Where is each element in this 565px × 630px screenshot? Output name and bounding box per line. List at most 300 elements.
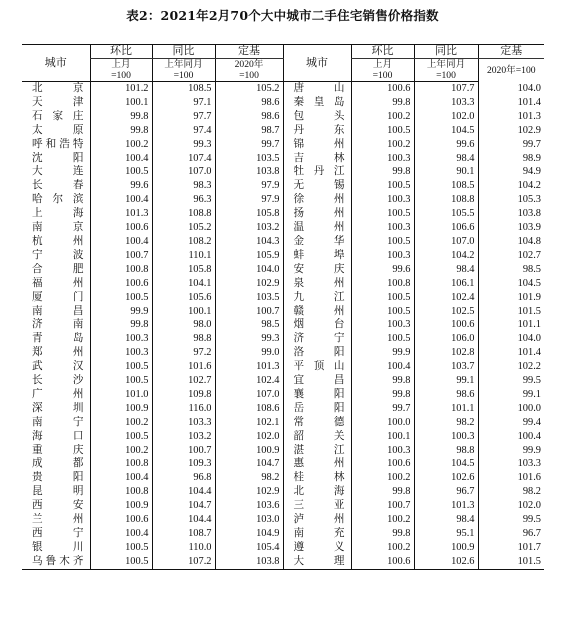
left-hb-cell: 100.5 bbox=[90, 374, 152, 388]
right-city-cell: 包头 bbox=[283, 110, 351, 124]
table-row bbox=[22, 291, 544, 305]
left-dj-cell: 98.5 bbox=[215, 318, 283, 332]
right-city-cell: 宜昌 bbox=[283, 374, 351, 388]
tb-sub-left: 上年同月 bbox=[152, 59, 215, 71]
right-city-cell: 泉州 bbox=[283, 277, 351, 291]
right-tb-cell: 98.4 bbox=[414, 152, 478, 166]
right-dj-cell: 99.5 bbox=[478, 374, 544, 388]
left-dj-cell: 98.6 bbox=[215, 96, 283, 110]
table-row bbox=[22, 305, 544, 319]
left-tb-cell: 104.4 bbox=[152, 513, 215, 527]
right-city-cell: 蚌埠 bbox=[283, 249, 351, 263]
right-hb-cell: 99.6 bbox=[351, 263, 414, 277]
left-city-cell: 青岛 bbox=[32, 332, 84, 345]
left-dj-cell: 105.4 bbox=[215, 541, 283, 555]
right-hb-cell: 100.0 bbox=[351, 416, 414, 430]
table-row bbox=[22, 165, 544, 179]
right-hb-cell: 100.3 bbox=[351, 249, 414, 263]
left-city-cell: 郑州 bbox=[32, 346, 84, 359]
right-city-cell: 温州 bbox=[283, 221, 351, 235]
left-tb-cell: 100.1 bbox=[152, 305, 215, 319]
table-row bbox=[22, 179, 544, 193]
right-city-cell: 安庆 bbox=[283, 263, 351, 277]
right-dj-cell: 104.8 bbox=[478, 235, 544, 249]
right-hb-cell: 99.8 bbox=[351, 96, 414, 110]
left-city-cell: 南京 bbox=[32, 221, 84, 234]
right-dj-cell: 101.7 bbox=[478, 541, 544, 555]
right-hb-cell: 100.3 bbox=[351, 221, 414, 235]
left-hb-cell: 99.8 bbox=[90, 318, 152, 332]
left-tb-cell: 99.3 bbox=[152, 138, 215, 152]
left-dj-cell: 101.3 bbox=[215, 360, 283, 374]
left-dj-cell: 102.4 bbox=[215, 374, 283, 388]
left-dj-cell: 102.0 bbox=[215, 430, 283, 444]
table-row bbox=[22, 360, 544, 374]
left-dj-cell: 103.2 bbox=[215, 221, 283, 235]
left-city-cell: 长沙 bbox=[32, 374, 84, 387]
right-hb-cell: 100.5 bbox=[351, 332, 414, 346]
right-dj-cell: 101.9 bbox=[478, 291, 544, 305]
right-tb-cell: 102.6 bbox=[414, 555, 478, 569]
table-row bbox=[22, 513, 544, 527]
right-tb-cell: 90.1 bbox=[414, 165, 478, 179]
right-dj-cell: 105.3 bbox=[478, 193, 544, 207]
left-city-cell: 重庆 bbox=[32, 443, 84, 456]
left-tb-cell: 116.0 bbox=[152, 402, 215, 416]
right-city-cell: 襄阳 bbox=[283, 388, 351, 402]
right-tb-cell: 100.6 bbox=[414, 318, 478, 332]
right-dj-cell: 94.9 bbox=[478, 165, 544, 179]
dj-sub-right: 2020年=100 bbox=[478, 59, 544, 82]
table-row bbox=[22, 485, 544, 499]
right-dj-cell: 96.7 bbox=[478, 527, 544, 541]
right-city-cell: 九江 bbox=[283, 291, 351, 305]
right-tb-cell: 108.8 bbox=[414, 193, 478, 207]
left-city-cell: 石家庄 bbox=[32, 109, 84, 122]
right-hb-cell: 100.5 bbox=[351, 124, 414, 138]
left-hb-cell: 100.5 bbox=[90, 291, 152, 305]
right-city-cell: 济宁 bbox=[283, 332, 351, 346]
left-city-cell: 呼和浩特 bbox=[32, 137, 84, 150]
table-row bbox=[22, 402, 544, 416]
left-hb-cell: 100.8 bbox=[90, 485, 152, 499]
left-hb-cell: 99.8 bbox=[90, 124, 152, 138]
right-hb-cell: 100.6 bbox=[351, 457, 414, 471]
right-tb-cell: 106.1 bbox=[414, 277, 478, 291]
right-tb-cell: 98.6 bbox=[414, 388, 478, 402]
left-tb-cell: 104.1 bbox=[152, 277, 215, 291]
right-hb-cell: 100.5 bbox=[351, 291, 414, 305]
right-tb-cell: 95.1 bbox=[414, 527, 478, 541]
left-city-cell: 太原 bbox=[32, 123, 84, 136]
table-row bbox=[22, 457, 544, 471]
right-tb-cell: 98.8 bbox=[414, 444, 478, 458]
right-hb-cell: 100.8 bbox=[351, 277, 414, 291]
right-city-cell: 平顶山 bbox=[283, 360, 351, 374]
left-tb-cell: 100.7 bbox=[152, 444, 215, 458]
left-dj-cell: 108.6 bbox=[215, 402, 283, 416]
right-tb-cell: 105.5 bbox=[414, 207, 478, 221]
table-row bbox=[22, 471, 544, 485]
left-hb-cell: 100.9 bbox=[90, 499, 152, 513]
table-row bbox=[22, 374, 544, 388]
left-tb-cell: 97.4 bbox=[152, 124, 215, 138]
left-dj-cell: 99.0 bbox=[215, 346, 283, 360]
right-hb-cell: 100.3 bbox=[351, 152, 414, 166]
right-dj-cell: 104.0 bbox=[478, 332, 544, 346]
hb-header-left: 环比 bbox=[90, 45, 152, 59]
left-city-cell: 厦门 bbox=[32, 290, 84, 303]
right-tb-cell: 104.5 bbox=[414, 124, 478, 138]
hb-sub-left: 上月 bbox=[90, 59, 152, 71]
right-tb-cell: 106.0 bbox=[414, 332, 478, 346]
left-city-cell: 乌鲁木齐 bbox=[22, 555, 90, 569]
left-city-cell: 福州 bbox=[32, 276, 84, 289]
left-city-cell: 成都 bbox=[32, 457, 84, 470]
left-city-cell: 上海 bbox=[32, 207, 84, 220]
left-dj-cell: 103.6 bbox=[215, 499, 283, 513]
table-row bbox=[22, 541, 544, 555]
left-hb-cell: 99.8 bbox=[90, 110, 152, 124]
table-row bbox=[22, 82, 544, 96]
tb-sub-right: 上年同月 bbox=[414, 59, 478, 71]
left-dj-cell: 105.9 bbox=[215, 249, 283, 263]
right-dj-cell: 101.3 bbox=[478, 110, 544, 124]
right-hb-cell: 100.7 bbox=[351, 499, 414, 513]
right-hb-cell: 100.5 bbox=[351, 305, 414, 319]
left-hb-cell: 100.2 bbox=[90, 416, 152, 430]
right-dj-cell: 101.1 bbox=[478, 318, 544, 332]
right-hb-cell: 100.2 bbox=[351, 471, 414, 485]
right-hb-cell: 99.8 bbox=[351, 374, 414, 388]
left-dj-cell: 97.9 bbox=[215, 193, 283, 207]
right-hb-cell: 99.8 bbox=[351, 527, 414, 541]
table-row bbox=[22, 555, 544, 569]
right-city-cell: 韶关 bbox=[283, 430, 351, 444]
right-city-cell: 南充 bbox=[283, 527, 351, 541]
right-dj-cell: 104.0 bbox=[478, 82, 544, 96]
left-hb-cell: 100.8 bbox=[90, 457, 152, 471]
right-dj-cell: 98.5 bbox=[478, 263, 544, 277]
hb-base-right: =100 bbox=[351, 70, 414, 82]
right-dj-cell: 100.4 bbox=[478, 430, 544, 444]
hb-base-left: =100 bbox=[90, 70, 152, 82]
table-row bbox=[22, 346, 544, 360]
left-tb-cell: 105.2 bbox=[152, 221, 215, 235]
right-dj-cell: 104.5 bbox=[478, 277, 544, 291]
hb-header-right: 环比 bbox=[351, 45, 414, 59]
table-row bbox=[22, 332, 544, 346]
table-row bbox=[22, 527, 544, 541]
left-city-cell: 昆明 bbox=[32, 485, 84, 498]
left-city-cell: 天津 bbox=[32, 95, 84, 108]
table-row bbox=[22, 207, 544, 221]
right-dj-cell: 103.9 bbox=[478, 221, 544, 235]
right-city-cell: 大理 bbox=[283, 555, 351, 569]
left-hb-cell: 100.5 bbox=[90, 555, 152, 569]
table-row bbox=[22, 193, 544, 207]
right-dj-cell: 104.2 bbox=[478, 179, 544, 193]
dj-base-left: =100 bbox=[215, 70, 283, 82]
right-hb-cell: 100.5 bbox=[351, 235, 414, 249]
right-hb-cell: 99.9 bbox=[351, 346, 414, 360]
right-hb-cell: 99.7 bbox=[351, 402, 414, 416]
table-row bbox=[22, 249, 544, 263]
left-city-cell: 兰州 bbox=[32, 513, 84, 526]
left-dj-cell: 107.0 bbox=[215, 388, 283, 402]
right-tb-cell: 102.4 bbox=[414, 291, 478, 305]
left-city-cell: 西宁 bbox=[32, 527, 84, 539]
right-city-cell: 常德 bbox=[283, 416, 351, 430]
right-tb-cell: 102.5 bbox=[414, 305, 478, 319]
left-tb-cell: 108.2 bbox=[152, 235, 215, 249]
right-city-cell: 无锡 bbox=[283, 179, 351, 193]
left-dj-cell: 98.6 bbox=[215, 110, 283, 124]
left-dj-cell: 99.7 bbox=[215, 138, 283, 152]
left-city-cell: 贵阳 bbox=[32, 471, 84, 484]
left-dj-cell: 100.7 bbox=[215, 305, 283, 319]
table-row bbox=[22, 96, 544, 110]
tb-base-right: =100 bbox=[414, 70, 478, 82]
right-tb-cell: 101.3 bbox=[414, 499, 478, 513]
left-tb-cell: 96.3 bbox=[152, 193, 215, 207]
left-city-cell: 银川 bbox=[32, 540, 84, 553]
left-tb-cell: 98.0 bbox=[152, 318, 215, 332]
left-tb-cell: 103.2 bbox=[152, 430, 215, 444]
dj-header-right: 定基 bbox=[478, 45, 544, 59]
table-row bbox=[22, 124, 544, 138]
tb-base-left: =100 bbox=[152, 70, 215, 82]
left-dj-cell: 103.8 bbox=[215, 555, 283, 569]
right-tb-cell: 103.7 bbox=[414, 360, 478, 374]
left-city-cell: 宁波 bbox=[32, 248, 84, 261]
right-city-cell: 桂林 bbox=[283, 471, 351, 485]
left-hb-cell: 99.9 bbox=[90, 305, 152, 319]
right-dj-cell: 102.0 bbox=[478, 499, 544, 513]
right-city-cell: 三亚 bbox=[283, 499, 351, 513]
table-row bbox=[22, 499, 544, 513]
left-city-cell: 南宁 bbox=[32, 415, 84, 428]
right-city-cell: 岳阳 bbox=[283, 402, 351, 416]
right-tb-cell: 100.9 bbox=[414, 541, 478, 555]
left-tb-cell: 97.2 bbox=[152, 346, 215, 360]
left-hb-cell: 101.3 bbox=[90, 207, 152, 221]
left-tb-cell: 109.3 bbox=[152, 457, 215, 471]
table-row bbox=[22, 152, 544, 166]
right-hb-cell: 100.4 bbox=[351, 360, 414, 374]
right-dj-cell: 99.7 bbox=[478, 138, 544, 152]
left-hb-cell: 100.4 bbox=[90, 471, 152, 485]
right-dj-cell: 98.9 bbox=[478, 152, 544, 166]
right-city-cell: 徐州 bbox=[283, 193, 351, 207]
table-row bbox=[22, 444, 544, 458]
right-tb-cell: 98.2 bbox=[414, 416, 478, 430]
left-city-cell: 长春 bbox=[32, 179, 84, 192]
left-tb-cell: 109.8 bbox=[152, 388, 215, 402]
right-dj-cell: 101.5 bbox=[478, 555, 544, 569]
tb-header-right: 同比 bbox=[414, 45, 478, 59]
left-tb-cell: 107.2 bbox=[152, 555, 215, 569]
right-hb-cell: 100.5 bbox=[351, 179, 414, 193]
right-tb-cell: 102.6 bbox=[414, 471, 478, 485]
left-tb-cell: 97.7 bbox=[152, 110, 215, 124]
left-tb-cell: 98.8 bbox=[152, 332, 215, 346]
left-hb-cell: 101.0 bbox=[90, 388, 152, 402]
right-dj-cell: 99.5 bbox=[478, 513, 544, 527]
left-city-cell: 武汉 bbox=[32, 360, 84, 373]
left-hb-cell: 100.3 bbox=[90, 332, 152, 346]
table-row bbox=[22, 388, 544, 402]
left-tb-cell: 97.1 bbox=[152, 96, 215, 110]
right-hb-cell: 100.5 bbox=[351, 207, 414, 221]
left-tb-cell: 102.7 bbox=[152, 374, 215, 388]
left-tb-cell: 103.3 bbox=[152, 416, 215, 430]
left-dj-cell: 97.9 bbox=[215, 179, 283, 193]
table-body bbox=[22, 82, 544, 570]
right-hb-cell: 100.6 bbox=[351, 82, 414, 96]
right-city-cell: 牡丹江 bbox=[283, 165, 351, 179]
right-tb-cell: 102.8 bbox=[414, 346, 478, 360]
right-hb-cell: 99.8 bbox=[351, 485, 414, 499]
left-hb-cell: 100.6 bbox=[90, 221, 152, 235]
left-city-cell: 南昌 bbox=[32, 304, 84, 317]
table-row bbox=[22, 221, 544, 235]
right-tb-cell: 100.3 bbox=[414, 430, 478, 444]
table-row bbox=[22, 110, 544, 124]
right-city-cell: 扬州 bbox=[283, 207, 351, 221]
right-city-cell: 赣州 bbox=[283, 305, 351, 319]
left-city-cell: 西安 bbox=[32, 499, 84, 512]
price-index-table bbox=[22, 44, 544, 570]
right-hb-cell: 100.3 bbox=[351, 318, 414, 332]
left-city-cell: 哈尔滨 bbox=[32, 193, 84, 206]
right-city-cell: 烟台 bbox=[283, 318, 351, 332]
left-tb-cell: 98.3 bbox=[152, 179, 215, 193]
right-tb-cell: 104.5 bbox=[414, 457, 478, 471]
right-city-cell: 湛江 bbox=[283, 444, 351, 458]
right-hb-cell: 100.3 bbox=[351, 444, 414, 458]
left-city-cell: 北京 bbox=[32, 82, 84, 94]
right-dj-cell: 100.0 bbox=[478, 402, 544, 416]
right-tb-cell: 107.0 bbox=[414, 235, 478, 249]
city-header-left: 城市 bbox=[22, 45, 90, 82]
left-hb-cell: 99.6 bbox=[90, 179, 152, 193]
right-dj-cell: 101.4 bbox=[478, 346, 544, 360]
left-hb-cell: 100.5 bbox=[90, 430, 152, 444]
left-dj-cell: 100.9 bbox=[215, 444, 283, 458]
right-hb-cell: 100.2 bbox=[351, 513, 414, 527]
left-hb-cell: 100.5 bbox=[90, 165, 152, 179]
left-city-cell: 沈阳 bbox=[32, 151, 84, 164]
right-hb-cell: 100.2 bbox=[351, 541, 414, 555]
right-tb-cell: 106.6 bbox=[414, 221, 478, 235]
left-dj-cell: 98.7 bbox=[215, 124, 283, 138]
left-dj-cell: 102.9 bbox=[215, 485, 283, 499]
right-tb-cell: 108.5 bbox=[414, 179, 478, 193]
right-hb-cell: 99.8 bbox=[351, 165, 414, 179]
left-dj-cell: 102.1 bbox=[215, 416, 283, 430]
right-dj-cell: 98.2 bbox=[478, 485, 544, 499]
left-dj-cell: 104.3 bbox=[215, 235, 283, 249]
left-dj-cell: 104.7 bbox=[215, 457, 283, 471]
left-hb-cell: 100.4 bbox=[90, 152, 152, 166]
right-city-cell: 锦州 bbox=[283, 138, 351, 152]
left-city-cell: 济南 bbox=[32, 318, 84, 331]
left-dj-cell: 103.8 bbox=[215, 165, 283, 179]
right-city-cell: 泸州 bbox=[283, 513, 351, 527]
tb-header-left: 同比 bbox=[152, 45, 215, 59]
right-dj-cell: 103.8 bbox=[478, 207, 544, 221]
left-dj-cell: 104.9 bbox=[215, 527, 283, 541]
right-dj-cell: 102.9 bbox=[478, 124, 544, 138]
left-dj-cell: 105.2 bbox=[215, 82, 283, 96]
right-city-cell: 洛阳 bbox=[283, 346, 351, 360]
left-city-cell: 杭州 bbox=[32, 234, 84, 247]
left-tb-cell: 105.6 bbox=[152, 291, 215, 305]
left-city-cell: 海口 bbox=[32, 429, 84, 442]
left-city-cell: 深圳 bbox=[32, 401, 84, 414]
left-tb-cell: 104.7 bbox=[152, 499, 215, 513]
right-dj-cell: 102.7 bbox=[478, 249, 544, 263]
left-hb-cell: 100.7 bbox=[90, 249, 152, 263]
left-tb-cell: 110.0 bbox=[152, 541, 215, 555]
right-dj-cell: 103.3 bbox=[478, 457, 544, 471]
left-dj-cell: 103.5 bbox=[215, 152, 283, 166]
right-hb-cell: 100.1 bbox=[351, 430, 414, 444]
left-dj-cell: 98.2 bbox=[215, 471, 283, 485]
left-tb-cell: 101.6 bbox=[152, 360, 215, 374]
left-dj-cell: 103.0 bbox=[215, 513, 283, 527]
city-header-right: 城市 bbox=[283, 45, 351, 82]
right-tb-cell: 107.7 bbox=[414, 82, 478, 96]
left-dj-cell: 105.8 bbox=[215, 207, 283, 221]
right-tb-cell: 98.4 bbox=[414, 513, 478, 527]
right-city-cell: 北海 bbox=[283, 485, 351, 499]
left-tb-cell: 104.4 bbox=[152, 485, 215, 499]
table-row bbox=[22, 138, 544, 152]
left-hb-cell: 100.5 bbox=[90, 541, 152, 555]
left-hb-cell: 100.4 bbox=[90, 235, 152, 249]
right-dj-cell: 99.4 bbox=[478, 416, 544, 430]
right-city-cell: 遵义 bbox=[283, 541, 351, 555]
table-row bbox=[22, 430, 544, 444]
left-tb-cell: 110.1 bbox=[152, 249, 215, 263]
left-tb-cell: 107.4 bbox=[152, 152, 215, 166]
right-city-cell: 金华 bbox=[283, 235, 351, 249]
table-title: 表2：2021年2月70个大中城市二手住宅销售价格指数 bbox=[126, 8, 439, 23]
right-tb-cell: 103.3 bbox=[414, 96, 478, 110]
table-header bbox=[22, 45, 544, 82]
left-hb-cell: 100.4 bbox=[90, 193, 152, 207]
left-dj-cell: 103.5 bbox=[215, 291, 283, 305]
table-row bbox=[22, 318, 544, 332]
right-hb-cell: 100.2 bbox=[351, 138, 414, 152]
left-tb-cell: 108.8 bbox=[152, 207, 215, 221]
right-tb-cell: 104.2 bbox=[414, 249, 478, 263]
left-hb-cell: 100.5 bbox=[90, 360, 152, 374]
left-hb-cell: 100.4 bbox=[90, 527, 152, 541]
right-city-cell: 惠州 bbox=[283, 457, 351, 471]
left-city-cell: 广州 bbox=[32, 387, 84, 400]
left-hb-cell: 100.6 bbox=[90, 277, 152, 291]
right-hb-cell: 100.3 bbox=[351, 193, 414, 207]
right-tb-cell: 98.4 bbox=[414, 263, 478, 277]
right-city-cell: 唐山 bbox=[283, 82, 351, 96]
right-dj-cell: 101.6 bbox=[478, 471, 544, 485]
left-hb-cell: 100.6 bbox=[90, 513, 152, 527]
left-dj-cell: 104.0 bbox=[215, 263, 283, 277]
left-dj-cell: 99.3 bbox=[215, 332, 283, 346]
